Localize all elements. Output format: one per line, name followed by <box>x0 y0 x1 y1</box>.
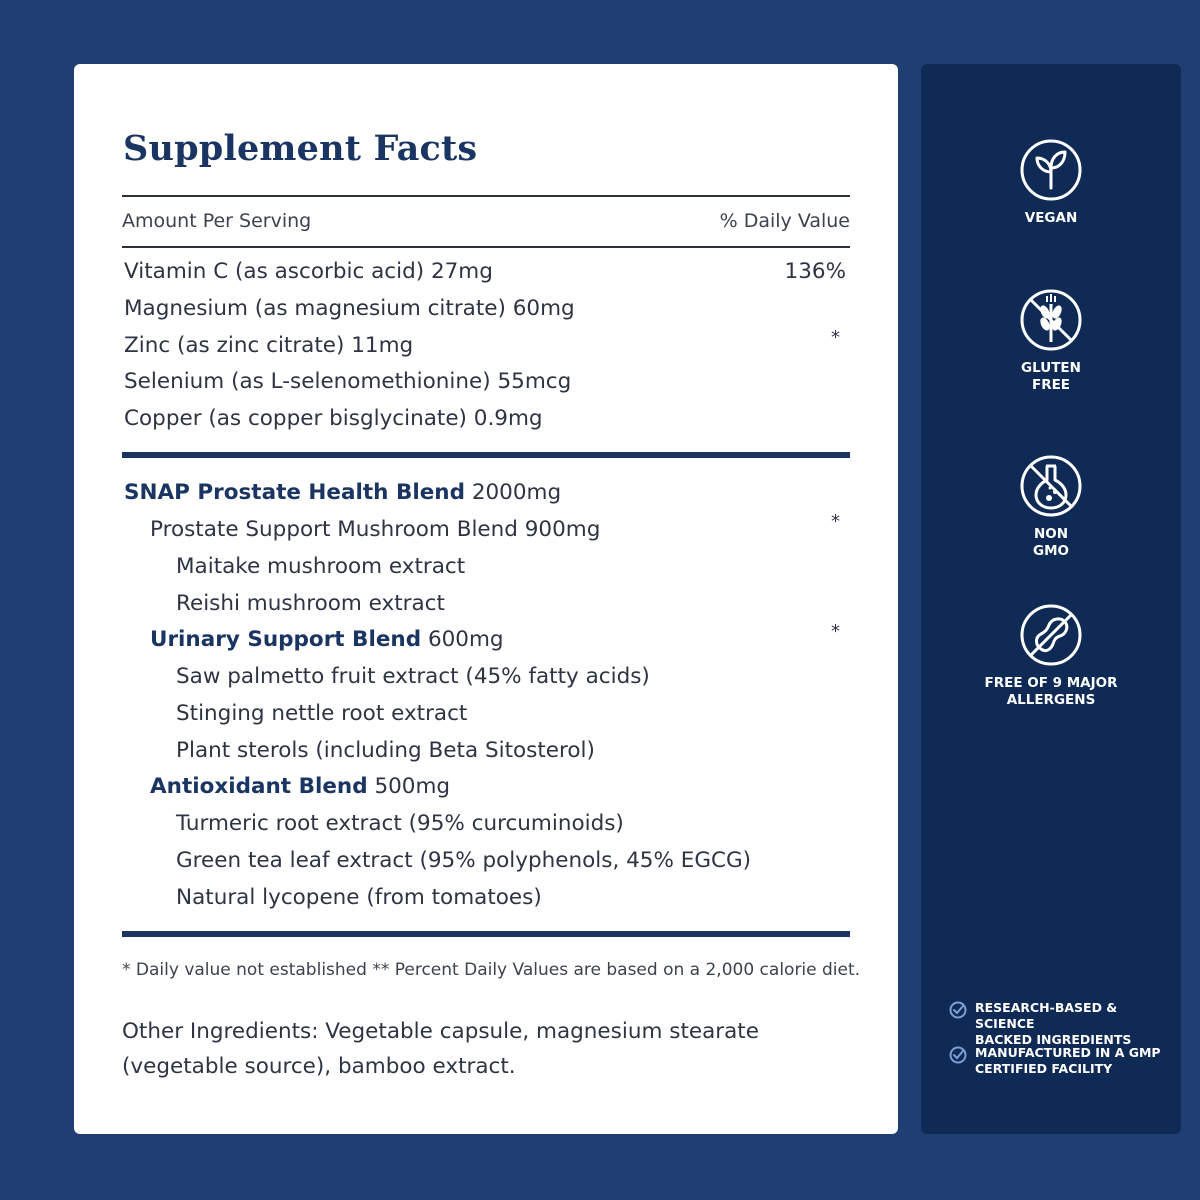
ingredient-row <box>176 591 846 621</box>
ingredient-row <box>176 701 846 731</box>
ingredient-row <box>176 664 846 694</box>
nutrient-name: Copper (as copper bisglycinate) 0.9mg <box>124 406 543 431</box>
ingredient-row <box>176 848 846 878</box>
nutrient-row <box>124 296 846 326</box>
check-badge-icon <box>949 1001 967 1019</box>
other-ingredients: Other Ingredients: Vegetable capsule, magnesium stearate (vegetable source), bamboo extract. <box>122 1019 759 1079</box>
nutrient-name: Magnesium (as magnesium citrate) 60mg <box>124 296 575 321</box>
allergen-free-badge <box>921 603 1181 709</box>
sub-blend-daily-value: * <box>831 511 840 532</box>
sub-blend-amount: 500mg <box>374 774 451 799</box>
badge-label: VEGAN <box>1024 210 1078 226</box>
badge-label: NON GMO <box>1033 526 1069 559</box>
sub-blend-name: Antioxidant Blend <box>150 774 368 799</box>
check-badge-icon <box>949 1046 967 1064</box>
blend-row <box>124 480 846 510</box>
no-peanut-icon <box>1019 603 1083 667</box>
check-label: RESEARCH-BASED & SCIENCE BACKED INGREDIENTS <box>975 1000 1132 1047</box>
nutrient-name: Vitamin C (as ascorbic acid) 27mg <box>124 259 493 284</box>
divider <box>122 195 850 197</box>
blend-name: SNAP Prostate Health Blend <box>124 480 465 505</box>
sub-blend-amount: 600mg <box>427 627 504 652</box>
ingredient-row <box>176 554 846 584</box>
badges-sidebar <box>921 64 1181 1134</box>
ingredient-row <box>176 885 846 915</box>
nutrient-row <box>124 327 846 363</box>
nutrient-name: Selenium (as L-selenomethionine) 55mcg <box>124 369 572 394</box>
ingredient-name: Maitake mushroom extract <box>176 554 466 579</box>
ingredient-name: Reishi mushroom extract <box>176 591 445 616</box>
nutrient-row <box>124 369 846 399</box>
sub-blend-name: Urinary Support Blend <box>150 627 422 652</box>
nutrient-daily-value: 136% <box>784 259 846 284</box>
no-wheat-icon <box>1019 288 1083 352</box>
blend-amount: 2000mg <box>471 480 562 505</box>
nutrient-name: Zinc (as zinc citrate) 11mg <box>124 333 414 358</box>
sub-blend-row <box>150 774 846 804</box>
check-label: MANUFACTURED IN A GMP CERTIFIED FACILITY <box>975 1045 1161 1076</box>
page-title: Supplement Facts <box>123 128 478 169</box>
ingredient-name: Stinging nettle root extract <box>176 701 468 726</box>
divider <box>122 931 850 937</box>
footnote: * Daily value not established ** Percent Daily Values are based on a 2,000 calorie diet. <box>122 960 861 980</box>
ingredient-name: Saw palmetto fruit extract (45% fatty acids) <box>176 664 650 689</box>
no-flask-icon <box>1019 454 1083 518</box>
daily-value-label: % Daily Value <box>719 210 850 232</box>
badge-label: FREE OF 9 MAJOR ALLERGENS <box>984 675 1118 708</box>
nutrient-row <box>124 259 846 289</box>
ingredient-row <box>176 811 846 841</box>
vegan-badge <box>921 138 1181 227</box>
divider <box>122 246 850 248</box>
badge-label: GLUTEN FREE <box>1021 360 1081 393</box>
sub-blend-row <box>150 511 846 547</box>
divider <box>122 452 850 458</box>
ingredient-name: Green tea leaf extract (95% polyphenols, 45% EGCG) <box>176 848 752 873</box>
supplement-facts-panel <box>74 64 898 1134</box>
ingredient-row <box>176 738 846 768</box>
gluten-free-badge <box>921 288 1181 394</box>
ingredient-name: Plant sterols (including Beta Sitosterol) <box>176 738 595 763</box>
sub-blend-daily-value: * <box>831 621 840 642</box>
sub-blend-name: Prostate Support Mushroom Blend 900mg <box>150 517 601 542</box>
sub-blend-row <box>150 621 846 657</box>
nutrient-daily-value: * <box>831 327 840 348</box>
leaf-icon <box>1019 138 1083 202</box>
nutrient-row <box>124 406 846 436</box>
ingredient-name: Natural lycopene (from tomatoes) <box>176 885 542 910</box>
ingredient-name: Turmeric root extract (95% curcuminoids) <box>176 811 624 836</box>
non-gmo-badge <box>921 454 1181 560</box>
amount-per-serving-label: Amount Per Serving <box>122 210 312 232</box>
